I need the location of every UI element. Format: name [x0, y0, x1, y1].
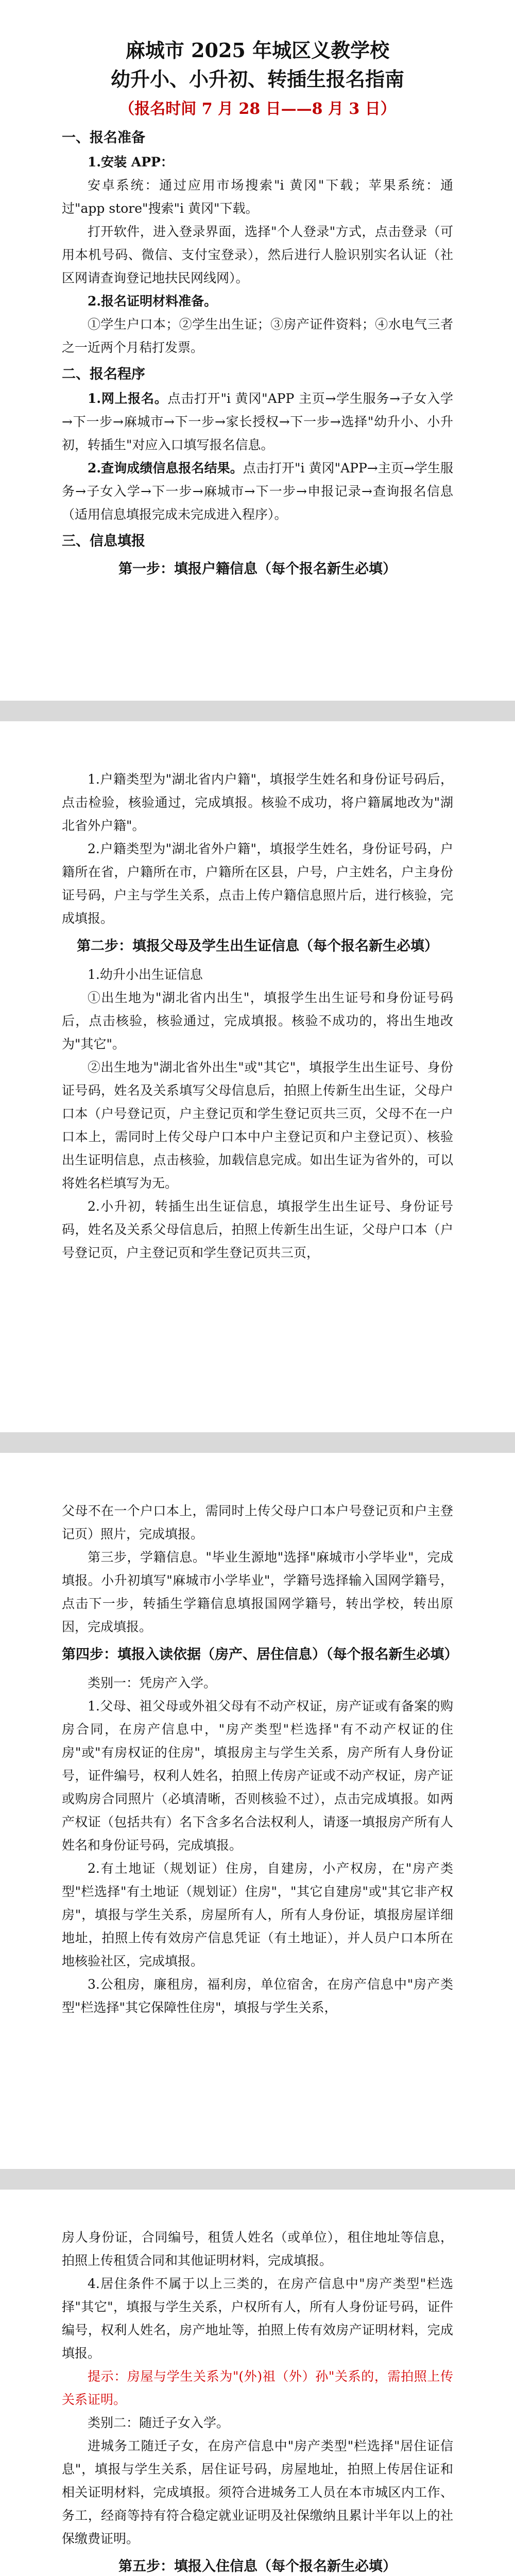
install-app-heading [62, 150, 453, 174]
category-1-title: 类别一：凭房产入学。 [88, 1675, 217, 1690]
birth-cert-continued: 父母不在一个户口本上，需同时上传父母户口本户号登记页和户主登记页）照片，完成填报。 [62, 1503, 453, 1541]
materials-label: 2.报名证明材料准备。 [88, 294, 217, 309]
registration-date: （报名时间 7 月 28 日——8 月 3 日） [119, 100, 396, 118]
birth-cert-transfer: 2.小升初，转插生出生证信息，填报学生出生证号、身份证号码，姓名及关系父母信息后，拍照上传新生出生证，父母户口本（户号登记页，户主登记页和学生登记页共三页， [62, 1199, 453, 1260]
step-4-heading: 第四步：填报入读依据（房产、居住信息）（每个报名新生必填） [62, 1647, 458, 1663]
section-heading-procedure: 二、报名程序 [62, 366, 145, 382]
procedure-query-label: 2.查询成绩信息报名结果。 [88, 461, 243, 476]
document-page-4 [0, 2190, 515, 2576]
category-2-title: 类别二：随迁子女入学。 [88, 2415, 230, 2430]
birth-cert-title: 1.幼升小出生证信息 [88, 967, 203, 982]
rental-continued: 房人身份证，合同编号，租赁人姓名（或单位），租住地址等信息，拍照上传租赁合同和其他证明材料，完成填报。 [62, 2230, 453, 2268]
step-2-heading: 第二步：填报父母及学生出生证信息（每个报名新生必填） [77, 938, 438, 954]
procedure-online-label: 1.网上报名。 [88, 391, 168, 406]
step-1-heading: 第一步：填报户籍信息（每个报名新生必填） [118, 561, 397, 577]
section-heading-preparation: 一、报名准备 [62, 130, 145, 146]
category-1-item-2: 2.有土地证（规划证）住房，自建房，小产权房，在"房产类型"栏选择"有土地证（规划证）住房"，"其它自建房"或"其它非产权房"，填报与学生关系，房屋所有人，所有人身份证，填报房屋详细地址，拍照上传有效房产信息凭证（有土地证），并人员户口本所在地核验社区，完成填报。 [62, 1861, 453, 1969]
materials-heading [62, 290, 453, 313]
document-title-line1: 麻城市 2025 年城区义教学校 [125, 39, 390, 62]
procedure-online-text: 点击打开"i 黄冈"APP 主页→学生服务→子女入学→下一步→麻城市→下一步→家长授权→下一步→选择"幼升小、小升初，转插生"对应入口填写报名信息。 [62, 391, 454, 452]
materials-list: ①学生户口本；②学生出生证；③房产证件资料；④水电气三者之一近两个月秸打发票。 [62, 317, 453, 355]
step-5-heading: 第五步：填报入住信息（每个报名新生必填） [118, 2558, 397, 2574]
category-1-item-3: 3.公租房，廉租房，福利房，单位宿舍，在房产信息中"房产类型"栏选择"其它保障性住房"，填报与学生关系， [62, 1977, 453, 2015]
procedure-query-text: 点击打开"i 黄冈"APP→主页→学生服务→子女入学→下一步→麻城市→下一步→申报记录→查询报名信息（适用信息填报完成未完成进入程序）。 [62, 461, 453, 522]
birth-cert-hubei: ①出生地为"湖北省内出生"，填报学生出生证号和身份证号码后，点击核验，核验通过，完成填报。核验不成功的，将出生地改为"其它"。 [62, 990, 453, 1052]
section-heading-info: 三、信息填报 [62, 533, 145, 549]
birth-cert-other: ②出生地为"湖北省外出生"或"其它"，填报学生出生证号、身份证号码，姓名及关系填写父母信息后，拍照上传新生出生证，父母户口本（户号登记页，户主登记页和学生登记页共三页，父母不在一户口本上，需同时上传父母户口本中户主登记页和户主登记页）、核验出生证明信息，点击核验，加载信息完成。如出生证为省外的，可以将姓名栏填写为无。 [62, 1060, 453, 1191]
install-app-label: 1.安装 APP： [88, 155, 174, 170]
procedure-online [62, 387, 453, 456]
document-page-1 [0, 0, 515, 701]
relationship-proof-note: 提示：房屋与学生关系为"(外)祖（外）孙"关系的，需拍照上传关系证明。 [62, 2369, 453, 2407]
install-android-ios: 安卓系统：通过应用市场搜索"i 黄冈"下载；苹果系统：通过"app store"搜索"i 黄冈"下载。 [62, 178, 453, 216]
step-1-outside-household: 2.户籍类型为"湖北省外户籍"，填报学生姓名，身份证号码，户籍所在省，户籍所在市，户籍所在区县，户号，户主姓名，户主身份证号码，户主与学生关系，点击上传户籍信息照片后，进行核验，完成填报。 [62, 841, 453, 926]
category-1-item-1: 1.父母、祖父母或外祖父母有不动产权证，房产证或有备案的购房合同，在房产信息中，"房产类型"栏选择"有不动产权证的住房"或"有房权证的住房"，填报房主与学生关系，房产所有人身份证号，证件编号，权利人姓名，拍照上传房产证或不动产权证，房产证或购房合同照片（必填清晰，否则核验不过），点击完成填报。如两产权证（包括共有）名下含多名合法权利人，请逐一填报房产所有人姓名和身份证号码，完成填报。 [62, 1699, 453, 1853]
step-1-hubei-household: 1.户籍类型为"湖北省内户籍"，填报学生姓名和身份证号码后，点击检验，核验通过，完成填报。核验不成功，将户籍属地改为"湖北省外户籍"。 [62, 772, 453, 833]
procedure-query [62, 456, 453, 526]
document-page-3 [0, 1453, 515, 2169]
category-2-text: 进城务工随迁子女，在房产信息中"房产类型"栏选择"居住证信息"，填报与学生关系，居住证号码，房屋地址，拍照上传居住证和相关证明材料，完成填报。须符合进城务工人员在本市城区内工作、务工，经商等持有符合稳定就业证明及社保缴纳且累计半年以上的社保缴费证明。 [62, 2438, 453, 2546]
category-1-item-4: 4.居住条件不属于以上三类的，在房产信息中"房产类型"栏选择"其它"，填报与学生关系，户权所有人，所有人身份证号码，证件编号，权利人姓名，房产地址等，拍照上传有效房产证明材料，完成填报。 [62, 2276, 453, 2361]
document-title-line2: 幼升小、小升初、转插生报名指南 [110, 67, 404, 91]
register-instructions: 打开软件，进入登录界面，选择"个人登录"方式，点击登录（可用本机号码、微信、支付宝登录），然后进行人脸识别实名认证（社区网请查询登记地扶民网线网）。 [62, 224, 453, 285]
document-page-2 [0, 721, 515, 1432]
step-3-school-record: 第三步，学籍信息。"毕业生源地"选择"麻城市小学毕业"，完成填报。小升初填写"麻城市小学毕业"，学籍号选择输入国网学籍号，点击下一步，转插生学籍信息填报国网学籍号，转出学校，转出原因，完成填报。 [62, 1550, 453, 1634]
